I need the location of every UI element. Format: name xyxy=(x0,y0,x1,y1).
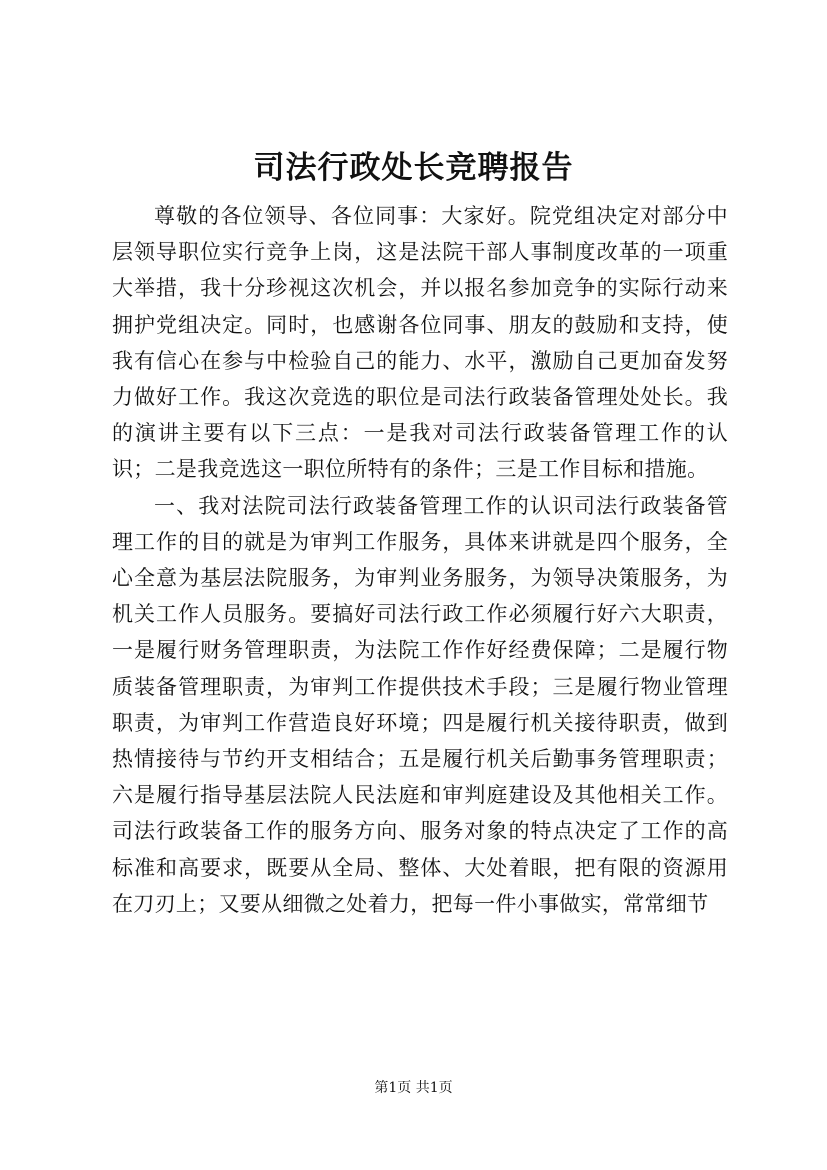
document-body xyxy=(112,198,728,922)
document-title: 司法行政处长竞聘报告 xyxy=(253,150,574,186)
page-footer: 第1页 共1页 xyxy=(374,1080,453,1096)
paragraph-greeting: 尊敬的各位领导、各位同事：大家好。院党组决定对部分中层领导职位实行竞争上岗，这是法院干部人事制度改革的一项重大举措，我十分珍视这次机会，并以报名参加竞争的实际行动来拥护党组决定。同时，也感谢各位同事、朋友的鼓励和支持，使我有信心在参与中检验自己的能力、水平，激励自己更加奋发努力做好工作。我这次竞选的职位是司法行政装备管理处处长。我的演讲主要有以下三点：一是我对司法行政装备管理工作的认识；二是我竞选这一职位所特有的条件；三是工作目标和措施。 xyxy=(112,204,728,482)
paragraph-section-one: 一、我对法院司法行政装备管理工作的认识司法行政装备管理工作的目的就是为审判工作服务，具体来讲就是四个服务，全心全意为基层法院服务，为审判业务服务，为领导决策服务，为机关工作人员服务。要搞好司法行政工作必须履行好六大职责，一是履行财务管理职责，为法院工作作好经费保障；二是履行物质装备管理职责，为审判工作提供技术手段；三是履行物业管理职责，为审判工作营造良好环境；四是履行机关接待职责，做到热情接待与节约开支相结合；五是履行机关后勤事务管理职责；六是履行指导基层法院人民法庭和审判庭建设及其他相关工作。司法行政装备工作的服务方向、服务对象的特点决定了工作的高标准和高要求，既要从全局、整体、大处着眼，把有限的资源用在刀刃上；又要从细微之处着力，把每一件小事做实，常常细节 xyxy=(112,493,728,916)
